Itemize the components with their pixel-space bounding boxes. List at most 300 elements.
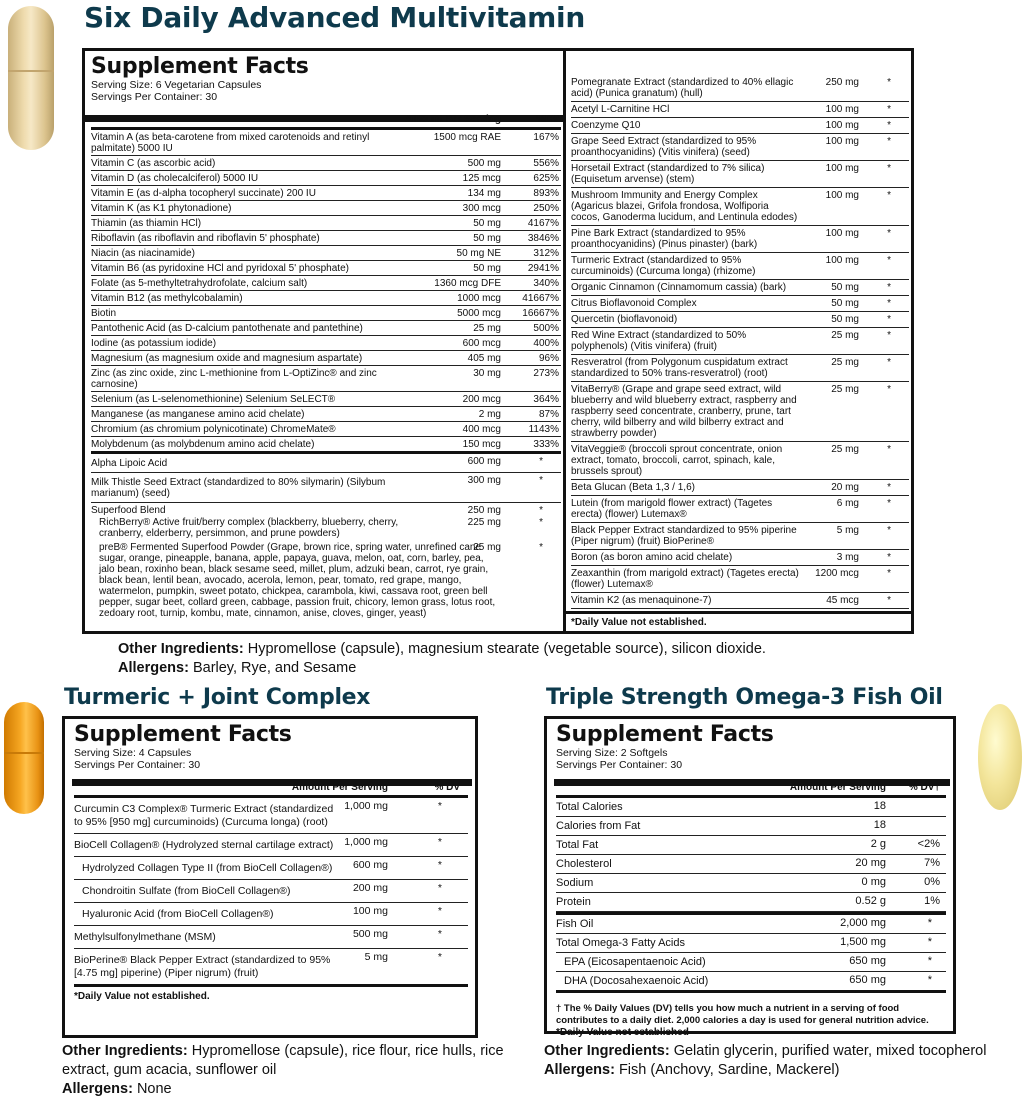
- serving-size: Serving Size: 2 Softgels: [556, 747, 668, 759]
- ingredient-dv: *: [887, 330, 891, 341]
- table-row: [571, 161, 909, 188]
- ingredient-name: Boron (as boron amino acid chelate): [571, 552, 733, 563]
- ingredient-dv: *: [887, 228, 891, 239]
- ingredient-name: Turmeric Extract (standardized to 95% curcuminoids) (Curcuma longa) (rhizome): [571, 255, 756, 277]
- ingredient-amount: 25 mg: [473, 542, 501, 553]
- table-row: [571, 75, 909, 102]
- table-row: [91, 156, 561, 171]
- ingredient-name: Milk Thistle Seed Extract (standardized to 80% silymarin) (Silybum marianum) (seed): [91, 477, 386, 499]
- ingredient-name: Grape Seed Extract (standardized to 95% proanthocyanidins) (Vitis vinifera) (seed): [571, 136, 757, 158]
- ingredient-dv: 1143%: [528, 424, 559, 435]
- ingredient-dv: 500%: [533, 323, 559, 334]
- ingredient-dv: *: [887, 104, 891, 115]
- ingredient-name: Vitamin D (as cholecalciferol) 5000 IU: [91, 173, 259, 184]
- table-row: [556, 855, 946, 874]
- column-divider: [563, 51, 566, 631]
- ingredient-amount: 100 mg: [825, 228, 859, 239]
- ingredient-dv: *: [887, 482, 891, 493]
- table-row: [91, 392, 561, 407]
- table-row: [91, 321, 561, 336]
- table-row: [571, 312, 909, 328]
- ingredient-dv: *: [887, 314, 891, 325]
- table-row: [91, 407, 561, 422]
- table-row: [571, 382, 909, 442]
- footnote-rule: [566, 611, 911, 614]
- ingredient-dv: *: [539, 505, 543, 516]
- table-row: [74, 926, 468, 949]
- ingredient-name: Calories from Fat: [556, 820, 641, 832]
- ingredient-amount: 50 mg NE: [456, 248, 501, 259]
- ingredient-amount: 2 mg: [478, 409, 501, 420]
- footnote: *Daily Value not established.: [571, 617, 707, 628]
- other-ingredients-label: Other Ingredients:: [62, 1043, 188, 1059]
- ingredient-dv: *: [437, 882, 442, 894]
- table-row: [556, 817, 946, 836]
- multi-ingredient-table: [91, 454, 561, 503]
- amount-header: Amount Per Serving: [789, 782, 886, 793]
- ingredient-amount: 225 mg: [467, 517, 501, 528]
- ingredient-name: Molybdenum (as molybdenum amino acid chelate): [91, 439, 315, 450]
- omega-nutrition-table: [556, 798, 946, 912]
- ingredient-name: Resveratrol (from Polygonum cuspidatum extract standardized to 50% trans-resveratrol) (root): [571, 357, 788, 379]
- table-row: [571, 102, 909, 118]
- ingredient-dv: 625%: [533, 173, 559, 184]
- column-header: [74, 781, 468, 798]
- facts-title: Supplement Facts: [91, 54, 309, 79]
- table-row: [91, 306, 561, 321]
- ingredient-name: Pantothenic Acid (as D-calcium pantothenate and pantethine): [91, 323, 363, 334]
- ingredient-name: Acetyl L-Carnitine HCl: [571, 104, 670, 115]
- ingredient-name: Pomegranate Extract (standardized to 40% ellagic acid) (Punica granatum) (hull): [571, 77, 794, 99]
- ingredient-amount: 5 mg: [364, 951, 388, 963]
- ingredient-amount: 0 mg: [861, 876, 886, 888]
- turmeric-capsule-image: [4, 702, 44, 814]
- ingredient-name: Vitamin A (as beta-carotene from mixed carotenoids and retinyl palmitate) 5000 IU: [91, 132, 370, 154]
- ingredient-name: Curcumin C3 Complex® Turmeric Extract (standardized to 95% [950 mg] curcuminoids) (Curcuma longa) (root): [74, 803, 334, 828]
- table-row: [571, 118, 909, 134]
- ingredient-amount: 650 mg: [849, 955, 886, 967]
- ingredient-dv: 4167%: [527, 218, 559, 229]
- ingredient-name: Iodine (as potassium iodide): [91, 338, 217, 349]
- ingredient-name: Horsetail Extract (standardized to 7% silica) (Equisetum arvense) (stem): [571, 163, 765, 185]
- ingredient-dv: *: [887, 384, 891, 395]
- table-row: [571, 280, 909, 296]
- ingredient-name: Methylsulfonylmethane (MSM): [74, 931, 216, 943]
- ingredient-name: Sodium: [556, 877, 594, 889]
- supplement-facts-omega: [544, 716, 956, 1038]
- ingredient-amount: 100 mg: [825, 104, 859, 115]
- omega-fatty-acid-table: [556, 912, 946, 993]
- ingredient-amount: 30 mg: [473, 368, 501, 379]
- ingredient-amount: 125 mcg: [462, 173, 501, 184]
- ingredient-amount: 500 mg: [467, 158, 501, 169]
- table-row: [91, 201, 561, 216]
- ingredient-name: Thiamin (as thiamin HCl): [91, 218, 202, 229]
- ingredient-name: Zinc (as zinc oxide, zinc L-methionine from L-OptiZinc® and zinc carnosine): [91, 368, 377, 390]
- table-row: [571, 134, 909, 161]
- turmeric-table: [74, 798, 468, 987]
- ingredient-dv: *: [887, 444, 891, 455]
- table-row: [91, 186, 561, 201]
- ingredient-dv: 96%: [538, 353, 559, 364]
- ingredient-dv: *: [887, 255, 891, 266]
- ingredient-amount: 18: [873, 819, 886, 831]
- ingredient-dv: *: [437, 800, 442, 812]
- ingredient-dv: *: [539, 542, 543, 553]
- ingredient-amount: 5000 mcg: [457, 308, 501, 319]
- ingredient-dv: 364%: [533, 394, 559, 405]
- ingredient-dv: 333%: [533, 439, 559, 450]
- facts-title: Supplement Facts: [556, 722, 774, 747]
- turmeric-ingredients: [62, 1042, 532, 1099]
- ingredient-dv: *: [437, 859, 442, 871]
- ingredient-dv: *: [887, 595, 891, 606]
- table-row: [91, 276, 561, 291]
- table-row: [556, 972, 946, 993]
- table-row: [571, 328, 909, 355]
- servings-per-container: Servings Per Container: 30: [74, 759, 201, 771]
- superfood-blend-row: [91, 503, 561, 620]
- ingredient-dv: *: [887, 136, 891, 147]
- ingredient-amount: 1,000 mg: [344, 836, 388, 848]
- ingredient-name: VitaVeggie® (broccoli sprout concentrate, onion extract, tomato, broccoli, carrot, spinach, kale, brussels sprout): [571, 444, 783, 477]
- ingredient-name: RichBerry® Active fruit/berry complex (blackberry, blueberry, cherry, cranberry, elderberry, persimmon, and prune powders): [99, 517, 399, 539]
- allergens-label: Allergens:: [62, 1081, 133, 1097]
- table-row: [571, 550, 909, 566]
- multi-left-column: [91, 55, 561, 620]
- ingredient-amount: 100 mg: [825, 163, 859, 174]
- ingredient-name: Niacin (as niacinamide): [91, 248, 195, 259]
- ingredient-amount: 6 mg: [836, 498, 859, 509]
- servings-per-container: Servings Per Container: 30: [91, 91, 218, 103]
- ingredient-dv: *: [887, 77, 891, 88]
- table-row: [556, 915, 946, 934]
- ingredient-name: Total Calories: [556, 801, 623, 813]
- ingredient-amount: 50 mg: [473, 218, 501, 229]
- ingredient-dv: *: [539, 456, 543, 467]
- ingredient-name: Citrus Bioflavonoid Complex: [571, 298, 697, 309]
- ingredient-name: Vitamin K (as K1 phytonadione): [91, 203, 232, 214]
- multi-right-column: [571, 75, 909, 609]
- table-row: [571, 480, 909, 496]
- ingredient-dv: 16667%: [522, 308, 559, 319]
- ingredient-name: Vitamin B12 (as methylcobalamin): [91, 293, 243, 304]
- ingredient-dv: *: [887, 298, 891, 309]
- ingredient-dv: *: [887, 163, 891, 174]
- table-row: [571, 296, 909, 312]
- ingredient-amount: 1200 mcg: [815, 568, 859, 579]
- table-row: [556, 953, 946, 972]
- other-ingredients-text: Hypromellose (capsule), magnesium stearate (vegetable source), silicon dioxide.: [247, 641, 766, 657]
- ingredient-amount: 250 mg: [467, 505, 501, 516]
- table-row: [91, 437, 561, 454]
- allergens-text: Barley, Rye, and Sesame: [192, 660, 357, 676]
- amount-header: Amount Per Serving: [404, 114, 501, 125]
- ingredient-dv: *: [887, 568, 891, 579]
- table-row: [91, 366, 561, 392]
- dv-header: % DV: [434, 782, 460, 793]
- ingredient-name: Total Fat: [556, 839, 599, 851]
- ingredient-dv: 893%: [533, 188, 559, 199]
- table-row: [91, 422, 561, 437]
- ingredient-dv: 41667%: [522, 293, 559, 304]
- ingredient-name: Cholesterol: [556, 858, 612, 870]
- ingredient-dv: 273%: [533, 368, 559, 379]
- ingredient-amount: 500 mg: [352, 928, 388, 940]
- ingredient-amount: 50 mg: [831, 282, 859, 293]
- ingredient-dv: 556%: [533, 158, 559, 169]
- ingredient-dv: *: [887, 120, 891, 131]
- table-row: [74, 857, 468, 880]
- omega-content: [556, 723, 946, 1039]
- column-header: [91, 113, 561, 130]
- ingredient-amount: 50 mg: [473, 263, 501, 274]
- ingredient-amount: 5 mg: [836, 525, 859, 536]
- table-row: [556, 893, 946, 912]
- ingredient-name: Folate (as 5-methyltetrahydrofolate, calcium salt): [91, 278, 308, 289]
- ingredient-name: Coenzyme Q10: [571, 120, 641, 131]
- ingredient-name: Total Omega-3 Fatty Acids: [556, 937, 685, 949]
- product-title-multivitamin: Six Daily Advanced Multivitamin: [84, 1, 585, 34]
- ingredient-name: Manganese (as manganese amino acid chelate): [91, 409, 305, 420]
- ingredient-amount: 3 mg: [836, 552, 859, 563]
- multi-right-table: [571, 75, 909, 609]
- ingredient-amount: 1,500 mg: [840, 936, 886, 948]
- ingredient-name: Hyaluronic Acid (from BioCell Collagen®): [82, 908, 274, 920]
- table-row: [74, 834, 468, 857]
- dagger-note: † The % Daily Values (DV) tells you how much a nutrient in a serving of food contributes to a daily diet. 2,000 calories a day is used for general nutrition advice.: [556, 1003, 929, 1026]
- ingredient-name: Black Pepper Extract standardized to 95% piperine (Piper nigrum) (fruit) BioPerine®: [571, 525, 797, 547]
- table-row: [74, 880, 468, 903]
- ingredient-dv: 87%: [538, 409, 559, 420]
- table-row: [556, 798, 946, 817]
- vegetarian-capsule-image: [8, 6, 54, 150]
- ingredient-amount: 200 mcg: [462, 394, 501, 405]
- allergens-text: Fish (Anchovy, Sardine, Mackerel): [618, 1062, 840, 1078]
- multi-ingredients: [118, 640, 918, 678]
- other-ingredients-label: Other Ingredients:: [544, 1043, 670, 1059]
- ingredient-name: Organic Cinnamon (Cinnamomum cassia) (bark): [571, 282, 787, 293]
- ingredient-amount: 20 mg: [831, 482, 859, 493]
- ingredient-dv: *: [437, 951, 442, 963]
- ingredient-name: Mushroom Immunity and Energy Complex (Agaricus blazei, Grifola frondosa, Wolfiporia cocos, Ganoderma lucidum, and Lentinula edodes): [571, 190, 798, 223]
- ingredient-name: Red Wine Extract (standardized to 50% polyphenols) (Vitis vinifera) (fruit): [571, 330, 747, 352]
- product-title-turmeric: Turmeric + Joint Complex: [64, 685, 371, 710]
- ingredient-dv: *: [437, 905, 442, 917]
- ingredient-name: Riboflavin (as riboflavin and riboflavin 5' phosphate): [91, 233, 320, 244]
- ingredient-amount: 1500 mcg RAE: [433, 132, 501, 143]
- table-row: [571, 442, 909, 480]
- ingredient-dv: *: [887, 525, 891, 536]
- ingredient-dv: *: [437, 836, 442, 848]
- allergens-label: Allergens:: [544, 1062, 615, 1078]
- ingredient-dv: *: [887, 282, 891, 293]
- table-row: [91, 291, 561, 306]
- ingredient-dv: *: [887, 357, 891, 368]
- ingredient-dv: *: [887, 190, 891, 201]
- ingredient-amount: 25 mg: [831, 384, 859, 395]
- ingredient-amount: 400 mcg: [462, 424, 501, 435]
- other-ingredients-text: Gelatin glycerin, purified water, mixed tocopherol: [673, 1043, 987, 1059]
- ingredient-amount: 1000 mcg: [457, 293, 501, 304]
- table-row: [91, 216, 561, 231]
- softgel-image: [978, 704, 1022, 810]
- ingredient-amount: 650 mg: [849, 974, 886, 986]
- ingredient-dv: *: [887, 498, 891, 509]
- dv-header: % DV†: [908, 782, 940, 793]
- ingredient-dv: <2%: [917, 838, 940, 850]
- ingredient-amount: 100 mg: [352, 905, 388, 917]
- table-row: [91, 351, 561, 366]
- ingredient-name: EPA (Eicosapentaenoic Acid): [564, 956, 706, 968]
- multi-nutrient-table: [91, 130, 561, 454]
- ingredient-dv: *: [927, 917, 932, 929]
- ingredient-name: BioCell Collagen® (Hydrolyzed sternal cartilage extract): [74, 839, 334, 851]
- column-header: [556, 781, 946, 798]
- ingredient-amount: 18: [873, 800, 886, 812]
- table-row: [91, 171, 561, 186]
- ingredient-amount: 100 mg: [825, 136, 859, 147]
- capsule-seam: [4, 752, 44, 754]
- ingredient-amount: 1,000 mg: [344, 800, 388, 812]
- ingredient-dv: 167%: [533, 132, 559, 143]
- ingredient-amount: 600 mg: [467, 456, 501, 467]
- footnote: *Daily Value not established.: [74, 991, 210, 1002]
- ingredient-amount: 200 mg: [352, 882, 388, 894]
- serving-size: Serving Size: 6 Vegetarian Capsules: [91, 79, 262, 91]
- ingredient-dv: 2941%: [527, 263, 559, 274]
- ingredient-amount: 25 mg: [473, 323, 501, 334]
- ingredient-amount: 50 mg: [473, 233, 501, 244]
- ingredient-name: Vitamin E (as d-alpha tocopheryl succinate) 200 IU: [91, 188, 316, 199]
- dv-header: %DV: [536, 114, 559, 125]
- table-row: [571, 566, 909, 593]
- ingredient-name: Zeaxanthin (from marigold extract) (Tagetes erecta) (flower) Lutemax®: [571, 568, 799, 590]
- ingredient-dv: *: [927, 936, 932, 948]
- ingredient-dv: 400%: [533, 338, 559, 349]
- table-row: [74, 903, 468, 926]
- table-row: [556, 836, 946, 855]
- ingredient-amount: 600 mg: [352, 859, 388, 871]
- supplement-facts-multivitamin: [82, 48, 914, 634]
- ingredient-name: BioPerine® Black Pepper Extract (standardized to 95% [4.75 mg] piperine) (Piper nigrum) (fruit): [74, 954, 331, 979]
- table-row: [571, 355, 909, 382]
- ingredient-dv: 3846%: [527, 233, 559, 244]
- table-row: [91, 130, 561, 156]
- table-row: [91, 231, 561, 246]
- table-row: [74, 798, 468, 834]
- ingredient-amount: 25 mg: [831, 330, 859, 341]
- ingredient-name: Chromium (as chromium polynicotinate) ChromeMate®: [91, 424, 336, 435]
- omega-ingredients: [544, 1042, 1024, 1080]
- ingredient-dv: 1%: [924, 895, 940, 907]
- ingredient-amount: 405 mg: [467, 353, 501, 364]
- ingredient-name: Lutein (from marigold flower extract) (Tagetes erecta) (flower) Lutemax®: [571, 498, 773, 520]
- ingredient-name: Beta Glucan (Beta 1,3 / 1,6): [571, 482, 695, 493]
- footnote: *Daily Value not established: [556, 1027, 689, 1038]
- table-row: [556, 874, 946, 893]
- table-row: [571, 523, 909, 550]
- ingredient-name: Selenium (as L-selenomethionine) Selenium SeLECT®: [91, 394, 336, 405]
- ingredient-dv: *: [927, 974, 932, 986]
- table-row: [91, 336, 561, 351]
- ingredient-amount: 600 mcg: [462, 338, 501, 349]
- ingredient-amount: 1360 mcg DFE: [434, 278, 501, 289]
- ingredient-name: Chondroitin Sulfate (from BioCell Collagen®): [82, 885, 291, 897]
- other-ingredients-text: Hypromellose (capsule), rice flour, rice hulls, rice extract, gum acacia, sunflower oil: [62, 1043, 504, 1078]
- table-row: [91, 246, 561, 261]
- ingredient-name: Protein: [556, 896, 591, 908]
- ingredient-name: Superfood Blend: [91, 505, 166, 516]
- ingredient-amount: 300 mg: [467, 475, 501, 486]
- table-row: [571, 188, 909, 226]
- ingredient-dv: *: [887, 552, 891, 563]
- other-ingredients-label: Other Ingredients:: [118, 641, 244, 657]
- table-row: [91, 473, 561, 503]
- table-row: [571, 496, 909, 523]
- product-title-omega: Triple Strength Omega-3 Fish Oil: [546, 685, 943, 710]
- table-row: [91, 454, 561, 473]
- ingredient-dv: *: [437, 928, 442, 940]
- ingredient-amount: 100 mg: [825, 255, 859, 266]
- ingredient-name: Biotin: [91, 308, 117, 319]
- facts-title: Supplement Facts: [74, 722, 292, 747]
- ingredient-amount: 20 mg: [855, 857, 886, 869]
- ingredient-amount: 0.52 g: [855, 895, 886, 907]
- table-row: [571, 253, 909, 280]
- ingredient-amount: 100 mg: [825, 120, 859, 131]
- ingredient-amount: 2 g: [870, 838, 886, 850]
- ingredient-amount: 25 mg: [831, 444, 859, 455]
- ingredient-dv: *: [927, 955, 932, 967]
- ingredient-amount: 45 mcg: [826, 595, 859, 606]
- ingredient-name: Pine Bark Extract (standardized to 95% proanthocyanidins) (Pinus pinaster) (bark): [571, 228, 758, 250]
- ingredient-name: Hydrolyzed Collagen Type II (from BioCell Collagen®): [82, 862, 333, 874]
- ingredient-amount: 50 mg: [831, 298, 859, 309]
- ingredient-name: Alpha Lipoic Acid: [91, 458, 168, 469]
- ingredient-dv: *: [539, 517, 543, 528]
- turmeric-content: [74, 723, 468, 1003]
- table-row: [74, 949, 468, 987]
- ingredient-amount: 300 mcg: [462, 203, 501, 214]
- ingredient-amount: 100 mg: [825, 190, 859, 201]
- ingredient-name: VitaBerry® (Grape and grape seed extract, wild blueberry and wild blueberry extract, raspberry and raspberry seed concentrate, cranberry, prune, tart cherry, wild bilberry and wild bilberry extract and strawberry powder): [571, 384, 797, 439]
- ingredient-amount: 25 mg: [831, 357, 859, 368]
- table-row: [571, 593, 909, 609]
- ingredient-dv: 250%: [533, 203, 559, 214]
- ingredient-name: Fish Oil: [556, 918, 594, 930]
- ingredient-dv: 312%: [533, 248, 559, 259]
- ingredient-name: preB® Fermented Superfood Powder (Grape, brown rice, spring water, unrefined cane sugar, orange, pineapple, banana, apple, papaya, guava, melon, oat, corn, barley, pea, jalo bean, roxinho bean, black sesame seed, millet, plum, adzuki bean, carrot, rye grain, black bean, lentil bean, avocado, acerola, lemon, pear, tomato, red grape, mango, watermelon, pumpkin, sweet potato, chickpea, carambola, kiwi, cassava root, green bell pepper, sugar beet, collard green, cabbage, passion fruit, chicory, lemon grass, lotus root, zedoary root, turnip, kombu, mate, cinnamon, anise, cloves, ginger, yeast): [99, 542, 496, 619]
- capsule-seam: [8, 70, 54, 72]
- allergens-text: None: [136, 1081, 172, 1097]
- ingredient-name: Vitamin B6 (as pyridoxine HCl and pyridoxal 5' phosphate): [91, 263, 349, 274]
- ingredient-amount: 134 mg: [467, 188, 501, 199]
- table-row: [571, 226, 909, 253]
- ingredient-amount: 250 mg: [825, 77, 859, 88]
- table-row: [556, 934, 946, 953]
- servings-per-container: Servings Per Container: 30: [556, 759, 683, 771]
- ingredient-dv: *: [539, 475, 543, 486]
- ingredient-name: Magnesium (as magnesium oxide and magnesium aspartate): [91, 353, 363, 364]
- ingredient-name: Quercetin (bioflavonoid): [571, 314, 678, 325]
- amount-header: Amount Per Serving: [291, 782, 388, 793]
- ingredient-amount: 150 mcg: [462, 439, 501, 450]
- serving-size: Serving Size: 4 Capsules: [74, 747, 192, 759]
- ingredient-dv: 7%: [924, 857, 940, 869]
- ingredient-name: DHA (Docosahexaenoic Acid): [564, 975, 709, 987]
- table-row: [91, 261, 561, 276]
